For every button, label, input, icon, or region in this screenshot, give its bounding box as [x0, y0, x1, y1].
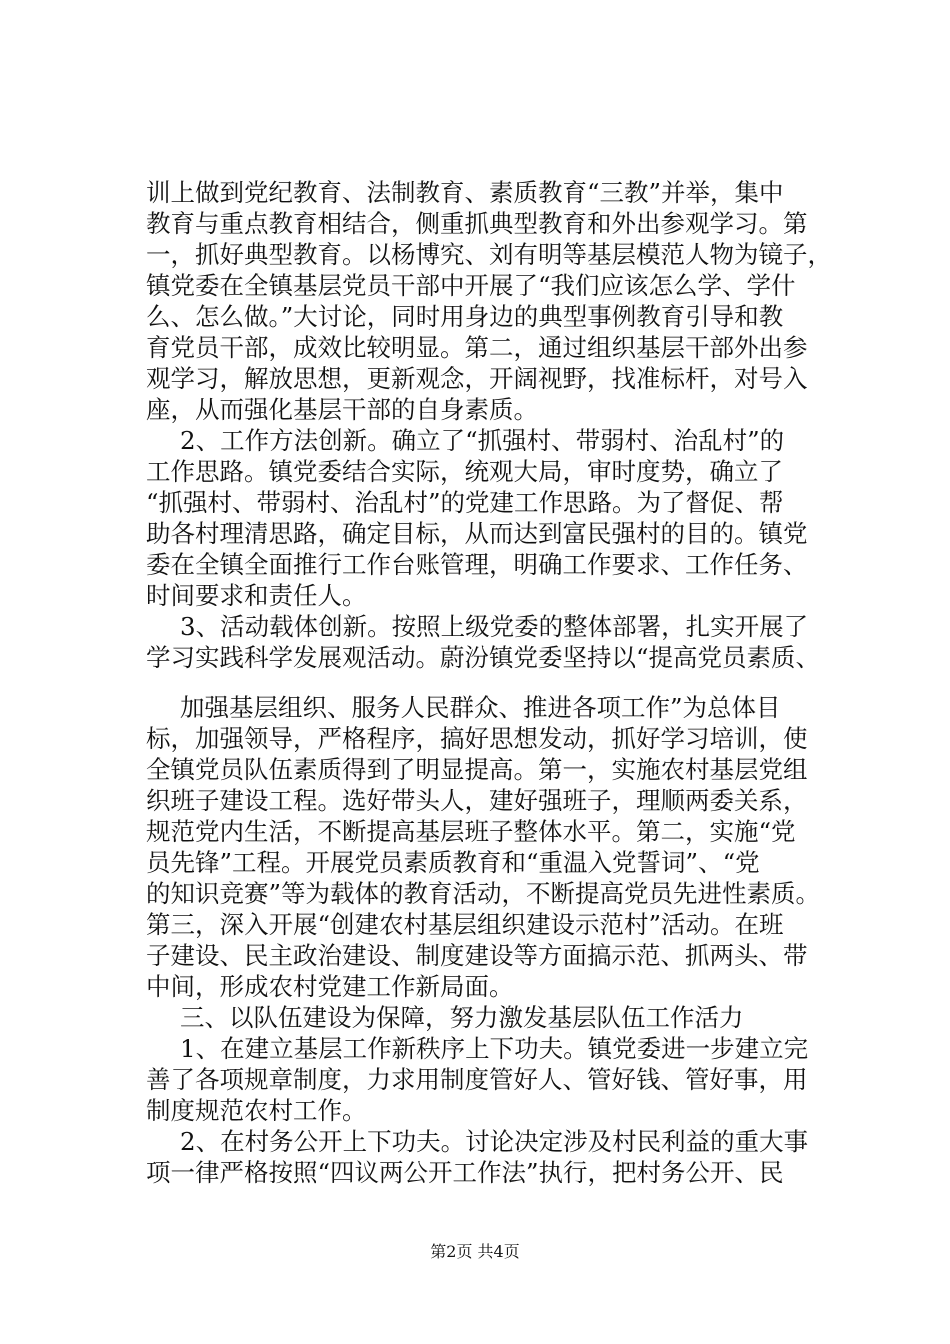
text-line: 工作思路。镇党委结合实际，统观大局，审时度势，确立了: [146, 457, 783, 486]
text-line: 标，加强领导，严格程序，搞好思想发动，抓好学习培训，使: [146, 724, 808, 753]
text-line: 育党员干部，成效比较明显。第二，通过组织基层干部外出参: [146, 333, 808, 362]
page-number-footer: 第2页 共4页: [430, 1242, 520, 1261]
text-line: 中间，形成农村党建工作新局面。: [146, 972, 514, 1001]
text-line: 1、在建立基层工作新秩序上下功夫。镇党委进一步建立完: [180, 1034, 809, 1063]
text-line: 规范党内生活，不断提高基层班子整体水平。第二，实施“党: [146, 817, 796, 846]
text-line: 的知识竞赛”等为载体的教育活动，不断提高党员先进性素质。: [146, 879, 821, 908]
text-line: 观学习，解放思想，更新观念，开阔视野，找准标杆，对号入: [146, 364, 808, 393]
text-line: 训上做到党纪教育、法制教育、素质教育“三教”并举，集中: [146, 178, 784, 207]
text-line: 助各村理清思路，确定目标，从而达到富民强村的目的。镇党: [146, 519, 808, 548]
text-line: 一，抓好典型教育。以杨博究、刘有明等基层模范人物为镜子，: [146, 240, 832, 269]
text-line: 教育与重点教育相结合，侧重抓典型教育和外出参观学习。第: [146, 209, 808, 238]
text-line: 善了各项规章制度，力求用制度管好人、管好钱、管好事，用: [146, 1065, 808, 1094]
text-line: 2、在村务公开上下功夫。讨论决定涉及村民利益的重大事: [180, 1127, 809, 1156]
text-line: 么、怎么做。”大讨论，同时用身边的典型事例教育引导和教: [146, 302, 784, 331]
text-line: 子建设、民主政治建设、制度建设等方面搞示范、抓两头、带: [146, 941, 808, 970]
text-block-upper: [146, 177, 836, 673]
text-line: 项一律严格按照“四议两公开工作法”执行，把村务公开、民: [146, 1158, 784, 1187]
text-line: “抓强村、带弱村、治乱村”的党建工作思路。为了督促、帮: [146, 488, 784, 517]
text-line: 全镇党员队伍素质得到了明显提高。第一，实施农村基层党组: [146, 755, 808, 784]
text-line: 加强基层组织、服务人民群众、推进各项工作”为总体目: [180, 693, 781, 722]
text-line: 员先锋”工程。开展党员素质教育和“重温入党誓词”、“党: [146, 848, 760, 877]
text-line: 座，从而强化基层干部的自身素质。: [146, 395, 538, 424]
text-line: 2、工作方法创新。确立了“抓强村、带弱村、治乱村”的: [180, 426, 785, 455]
text-line: 织班子建设工程。选好带头人，建好强班子，理顺两委关系，: [146, 786, 808, 815]
text-line: 第三，深入开展“创建农村基层组织建设示范村”活动。在班: [146, 910, 784, 939]
text-line: 3、活动载体创新。按照上级党委的整体部署，扎实开展了: [180, 612, 809, 641]
text-line: 时间要求和责任人。: [146, 581, 367, 610]
text-line: 镇党委在全镇基层党员干部中开展了“我们应该怎么学、学什: [146, 271, 796, 300]
section-heading: 三、以队伍建设为保障，努力激发基层队伍工作活力: [180, 1003, 744, 1032]
text-line: 委在全镇全面推行工作台账管理，明确工作要求、工作任务、: [146, 550, 808, 579]
text-line: 学习实践科学发展观活动。蔚汾镇党委坚持以“提高党员素质、: [146, 643, 821, 672]
text-line: 制度规范农村工作。: [146, 1096, 367, 1125]
text-block-lower: [146, 692, 836, 1188]
